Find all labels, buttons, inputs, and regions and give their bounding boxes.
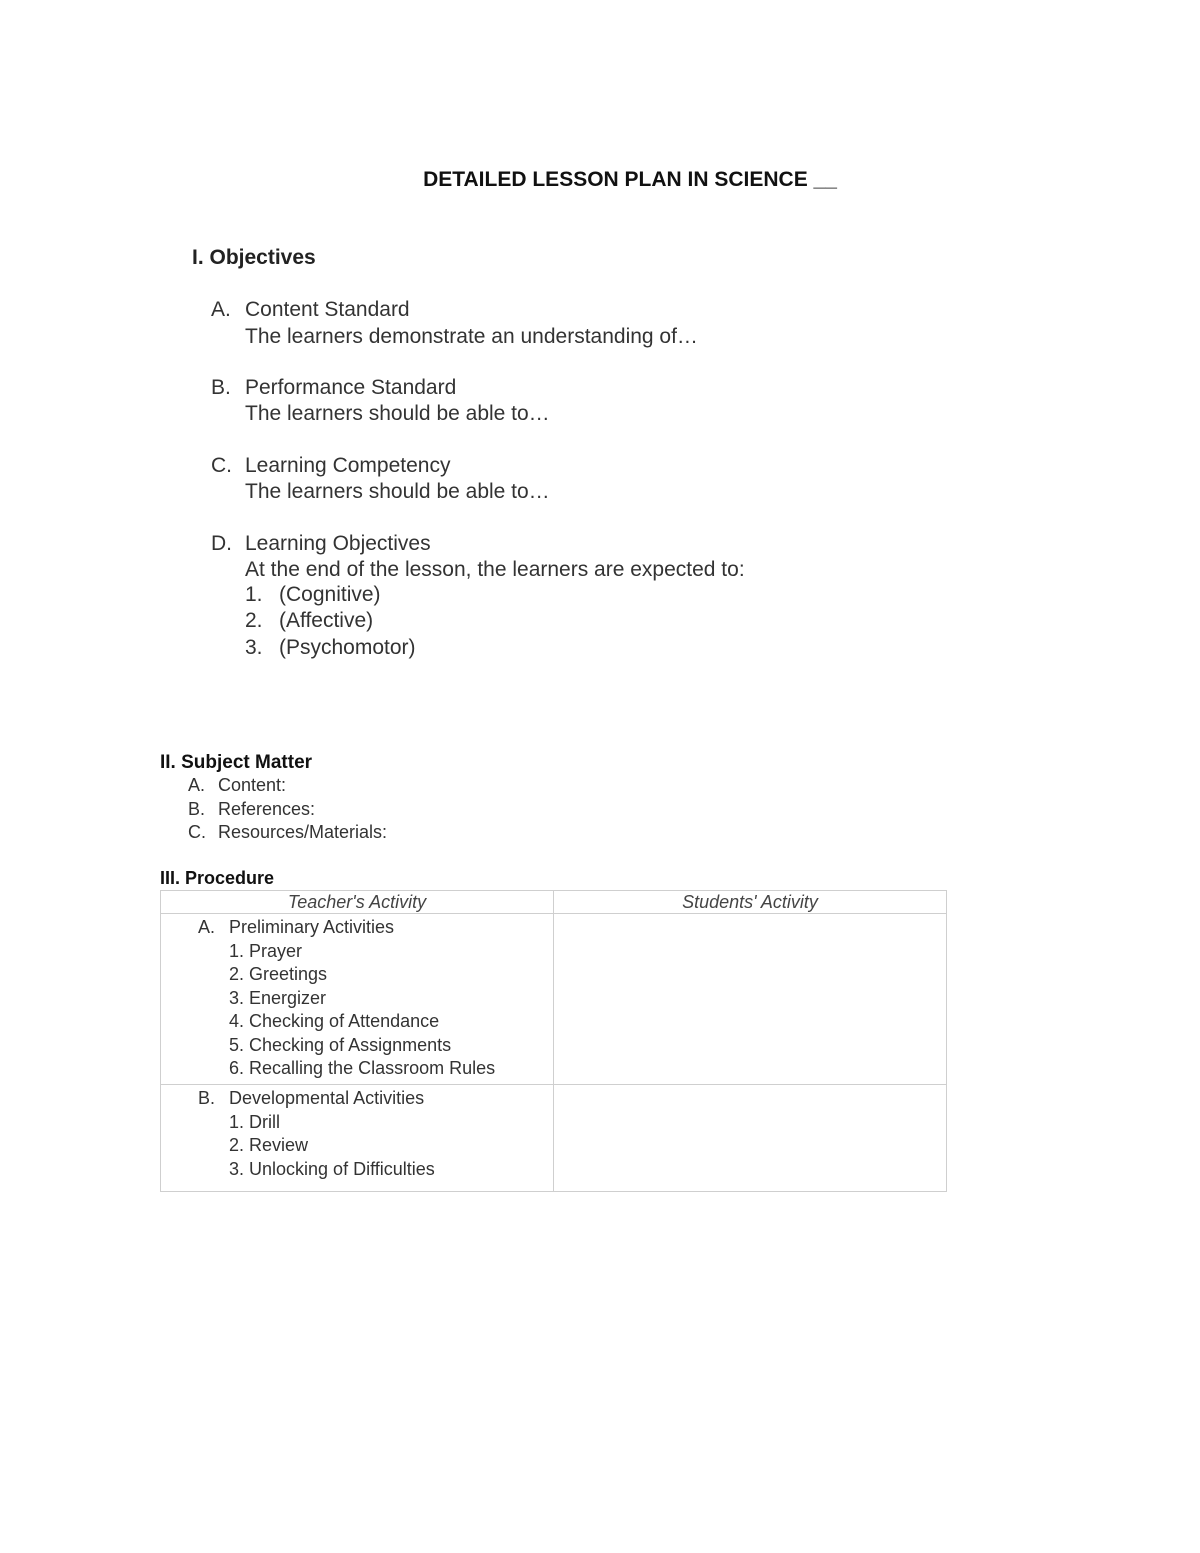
objective-b-label: B. Performance Standard — [211, 376, 457, 399]
list-item: 3. Unlocking of Difficulties — [229, 1158, 435, 1179]
list-item: 3. Energizer — [229, 987, 327, 1008]
list-item: 1. Prayer — [229, 940, 303, 961]
list-item: 4. Checking of Attendance — [229, 1011, 440, 1031]
objective-c-label: C. Learning Competency — [211, 454, 451, 477]
students-activity-header: Students' Activity — [554, 891, 947, 914]
objectives-heading: I. Objectives — [192, 246, 316, 269]
learning-objective-item: 1. (Cognitive) — [245, 583, 381, 606]
students-activity-cell — [554, 1085, 947, 1192]
objective-a-text: The learners demonstrate an understanding of… — [245, 325, 698, 348]
list-item: 6. Recalling the Classroom Rules — [229, 1058, 496, 1078]
table-row — [161, 914, 947, 1085]
list-item: 5. Checking of Assignments — [229, 1034, 452, 1055]
students-activity-cell — [554, 914, 947, 1085]
objective-d-label: D. Learning Objectives — [211, 532, 431, 555]
list-item: 1. Drill — [229, 1111, 281, 1132]
procedure-heading: III. Procedure — [160, 868, 275, 888]
teacher-activity-cell — [161, 914, 554, 1085]
teacher-activity-cell — [161, 1085, 554, 1192]
learning-objective-item: 3. (Psychomotor) — [245, 636, 416, 659]
subject-matter-item: C. Resources/Materials: — [188, 822, 388, 842]
page-title: DETAILED LESSON PLAN IN SCIENCE __ — [423, 168, 837, 191]
list-item: 2. Greetings — [229, 964, 328, 984]
table-row — [161, 1085, 947, 1192]
subject-matter-item: A. Content: — [188, 775, 287, 795]
learning-objective-item: 2. (Affective) — [245, 609, 374, 632]
procedure-table — [160, 890, 947, 1192]
subject-matter-heading: II. Subject Matter — [160, 752, 313, 773]
list-item: 2. Review — [229, 1135, 309, 1155]
section-title: B. Developmental Activities — [198, 1088, 425, 1108]
teacher-activity-header: Teacher's Activity — [161, 891, 554, 914]
objective-c-text: The learners should be able to… — [245, 480, 550, 503]
subject-matter-item: B. References: — [188, 799, 316, 819]
objective-a-label: A. Content Standard — [211, 298, 410, 321]
objective-b-text: The learners should be able to… — [245, 402, 550, 425]
section-title: A. Preliminary Activities — [198, 917, 395, 937]
table-header-row — [161, 891, 947, 914]
objective-d-text: At the end of the lesson, the learners are expected to: — [245, 558, 745, 581]
